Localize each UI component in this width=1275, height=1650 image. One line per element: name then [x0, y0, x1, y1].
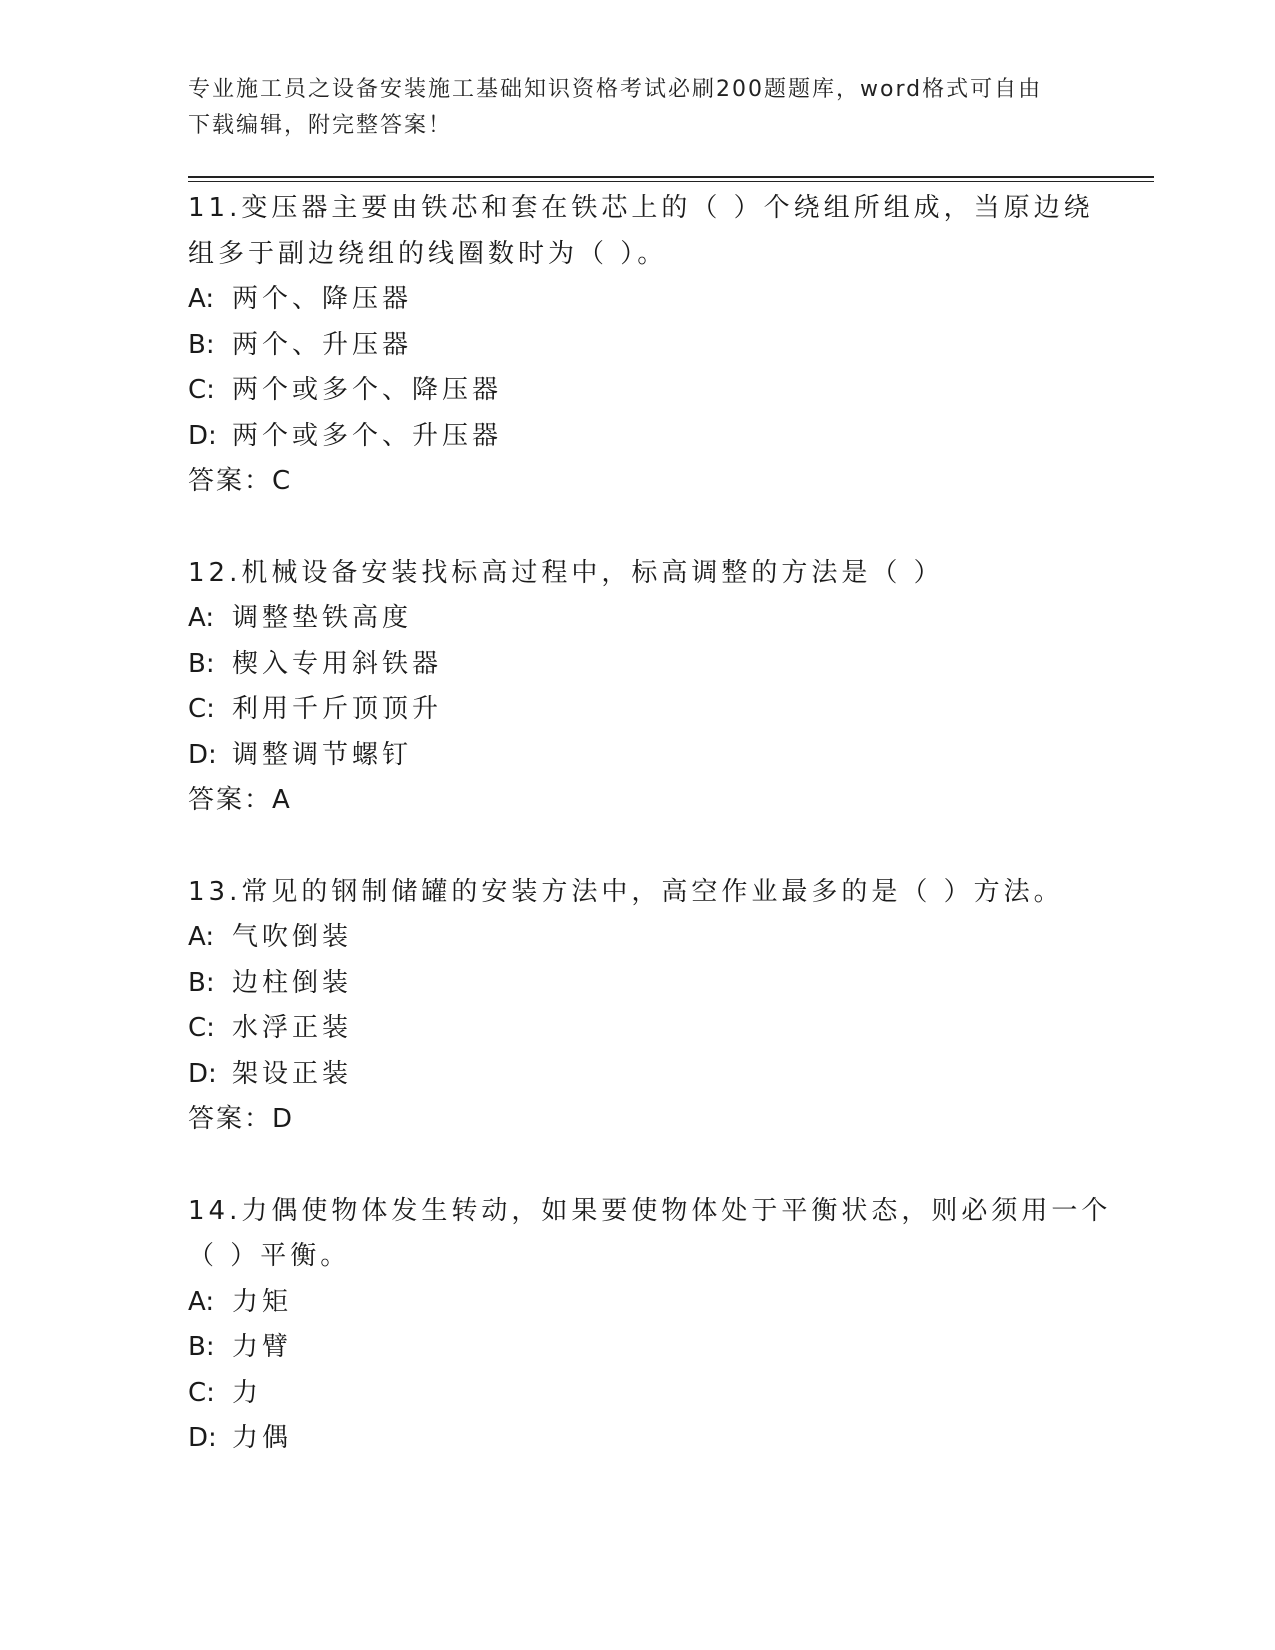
option-key: A:: [188, 1286, 215, 1317]
option-text: 两个或多个、升压器: [232, 420, 503, 451]
question-stem-line-2: 组多于副边绕组的线圈数时为（ ）。: [188, 238, 668, 269]
option-d: [188, 1416, 1108, 1462]
option-a: [188, 596, 1108, 642]
option-c: [188, 368, 1108, 414]
question-13: [188, 870, 1108, 1143]
question-list: [188, 186, 1112, 1508]
option-b: [188, 642, 1108, 688]
answer-line: 答案：C: [188, 466, 293, 496]
option-key: C:: [188, 375, 215, 405]
question-stem-line-1: 13.常见的钢制储罐的安装方法中，高空作业最多的是（ ）方法。: [188, 876, 1064, 907]
option-key: A:: [188, 922, 215, 952]
option-key: B:: [188, 1332, 215, 1362]
option-b: [188, 961, 1108, 1007]
option-key: D:: [188, 1058, 217, 1089]
option-text: 力: [232, 1377, 263, 1408]
option-key: A:: [188, 603, 215, 633]
document-header: [188, 72, 1068, 144]
option-text: 两个、降压器: [232, 284, 413, 314]
header-line-1: 专业施工员之设备安装施工基础知识资格考试必刷200题题库，word格式可自由: [188, 77, 1043, 102]
question-11: [188, 186, 1108, 505]
option-c: [188, 1006, 1108, 1052]
answer-line: 答案：A: [188, 785, 292, 815]
option-a: [188, 1280, 1108, 1326]
question-12: [188, 551, 1108, 824]
option-text: 调整调节螺钉: [232, 739, 413, 770]
option-b: [188, 323, 1108, 369]
question-stem-line-1: 12.机械设备安装找标高过程中，标高调整的方法是（ ）: [188, 557, 944, 588]
option-key: D:: [188, 1423, 217, 1453]
option-key: B:: [188, 329, 215, 360]
option-text: 水浮正装: [232, 1013, 353, 1043]
option-text: 力臂: [232, 1332, 293, 1362]
option-d: [188, 733, 1108, 779]
option-key: C:: [188, 1013, 215, 1043]
header-divider-thin: [188, 181, 1154, 182]
option-d: [188, 414, 1108, 460]
answer-line: 答案：D: [188, 1104, 295, 1134]
question-stem-line-1: 14.力偶使物体发生转动，如果要使物体处于平衡状态，则必须用一个: [188, 1195, 1112, 1226]
option-text: 利用千斤顶顶升: [232, 694, 443, 724]
option-text: 两个、升压器: [232, 329, 413, 360]
option-text: 力偶: [232, 1423, 293, 1453]
option-b: [188, 1325, 1108, 1371]
option-d: [188, 1052, 1108, 1098]
option-text: 气吹倒装: [232, 922, 353, 952]
option-a: [188, 915, 1108, 961]
option-key: C:: [188, 694, 215, 724]
option-key: D:: [188, 739, 217, 770]
option-text: 架设正装: [232, 1058, 353, 1089]
option-key: C:: [188, 1377, 215, 1408]
header-divider-thick: [188, 176, 1154, 178]
option-text: 两个或多个、降压器: [232, 375, 503, 405]
question-stem-line-2: （ ）平衡。: [188, 1241, 351, 1271]
option-text: 楔入专用斜铁器: [232, 648, 443, 679]
option-key: D:: [188, 420, 217, 451]
header-line-2: 下载编辑，附完整答案！: [188, 113, 453, 138]
option-c: [188, 687, 1108, 733]
option-text: 调整垫铁高度: [232, 603, 413, 633]
option-c: [188, 1371, 1108, 1417]
option-text: 边柱倒装: [232, 967, 353, 998]
option-key: B:: [188, 648, 215, 679]
question-14: [188, 1189, 1112, 1462]
option-a: [188, 277, 1108, 323]
question-stem-line-1: 11.变压器主要由铁芯和套在铁芯上的（ ）个绕组所组成，当原边绕: [188, 193, 1094, 223]
option-key: A:: [188, 284, 215, 314]
option-key: B:: [188, 967, 215, 998]
option-text: 力矩: [232, 1286, 293, 1317]
